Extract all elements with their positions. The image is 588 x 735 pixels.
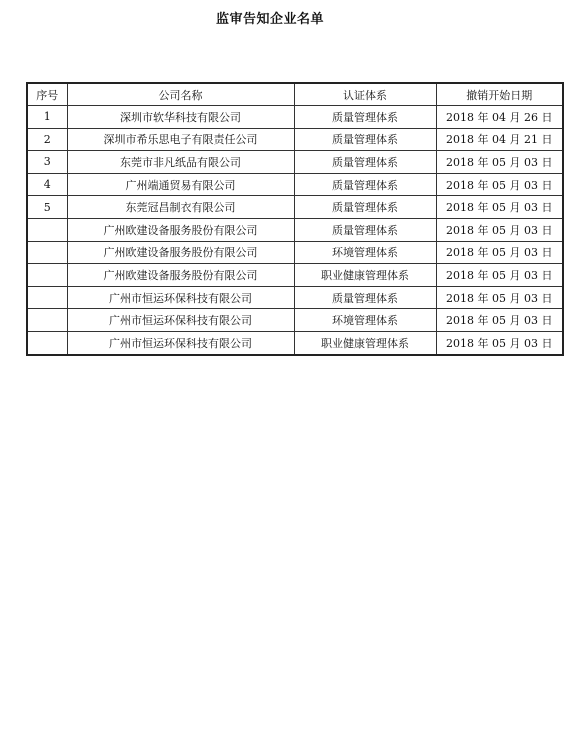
cell-serial-number: 3	[27, 151, 67, 174]
cell-company-name: 深圳市希乐思电子有限责任公司	[67, 128, 294, 151]
table-row	[27, 218, 563, 241]
cell-serial-number: 1	[27, 106, 67, 129]
cell-serial-number	[27, 331, 67, 354]
header-serial-number: 序号	[27, 83, 67, 106]
cell-company-name: 东莞冠昌制衣有限公司	[67, 196, 294, 219]
cell-serial-number	[27, 264, 67, 287]
cell-company-name: 广州市恒运环保科技有限公司	[67, 286, 294, 309]
page-title: 监审告知企业名单	[215, 12, 324, 27]
cell-company-name: 广州欧建设备服务股份有限公司	[67, 218, 294, 241]
table-header-row	[27, 83, 563, 106]
cell-company-name: 广州端通贸易有限公司	[67, 173, 294, 196]
table-row	[27, 286, 563, 309]
cell-revocation-date: 2018 年 04 月 21 日	[436, 128, 563, 151]
header-revocation-date: 撤销开始日期	[436, 83, 563, 106]
header-certification-system: 认证体系	[294, 83, 436, 106]
cell-company-name: 广州市恒运环保科技有限公司	[67, 331, 294, 354]
table-row	[27, 196, 563, 219]
cell-company-name: 广州欧建设备服务股份有限公司	[67, 241, 294, 264]
cell-certification-system: 质量管理体系	[294, 151, 436, 174]
cell-revocation-date: 2018 年 05 月 03 日	[436, 264, 563, 287]
cell-revocation-date: 2018 年 05 月 03 日	[436, 196, 563, 219]
cell-certification-system: 职业健康管理体系	[294, 264, 436, 287]
table-row	[27, 241, 563, 264]
cell-certification-system: 环境管理体系	[294, 241, 436, 264]
cell-company-name: 广州市恒运环保科技有限公司	[67, 309, 294, 332]
header-company-name: 公司名称	[67, 83, 294, 106]
table-row	[27, 309, 563, 332]
table-row	[27, 331, 563, 354]
table-row	[27, 128, 563, 151]
cell-revocation-date: 2018 年 05 月 03 日	[436, 173, 563, 196]
cell-serial-number: 4	[27, 173, 67, 196]
cell-certification-system: 环境管理体系	[294, 309, 436, 332]
cell-revocation-date: 2018 年 05 月 03 日	[436, 151, 563, 174]
cell-revocation-date: 2018 年 04 月 26 日	[436, 106, 563, 129]
cell-certification-system: 质量管理体系	[294, 286, 436, 309]
table-row	[27, 106, 563, 129]
cell-serial-number	[27, 218, 67, 241]
cell-serial-number	[27, 286, 67, 309]
table-row	[27, 151, 563, 174]
company-table	[26, 82, 564, 356]
cell-revocation-date: 2018 年 05 月 03 日	[436, 286, 563, 309]
cell-certification-system: 质量管理体系	[294, 196, 436, 219]
cell-revocation-date: 2018 年 05 月 03 日	[436, 241, 563, 264]
cell-serial-number: 2	[27, 128, 67, 151]
table-row	[27, 264, 563, 287]
cell-certification-system: 质量管理体系	[294, 173, 436, 196]
cell-certification-system: 职业健康管理体系	[294, 331, 436, 354]
cell-serial-number	[27, 241, 67, 264]
cell-certification-system: 质量管理体系	[294, 106, 436, 129]
cell-company-name: 东莞市非凡纸品有限公司	[67, 151, 294, 174]
cell-revocation-date: 2018 年 05 月 03 日	[436, 218, 563, 241]
cell-company-name: 广州欧建设备服务股份有限公司	[67, 264, 294, 287]
cell-company-name: 深圳市软华科技有限公司	[67, 106, 294, 129]
cell-revocation-date: 2018 年 05 月 03 日	[436, 331, 563, 354]
cell-serial-number	[27, 309, 67, 332]
cell-certification-system: 质量管理体系	[294, 128, 436, 151]
cell-certification-system: 质量管理体系	[294, 218, 436, 241]
cell-serial-number: 5	[27, 196, 67, 219]
table-row	[27, 173, 563, 196]
cell-revocation-date: 2018 年 05 月 03 日	[436, 309, 563, 332]
